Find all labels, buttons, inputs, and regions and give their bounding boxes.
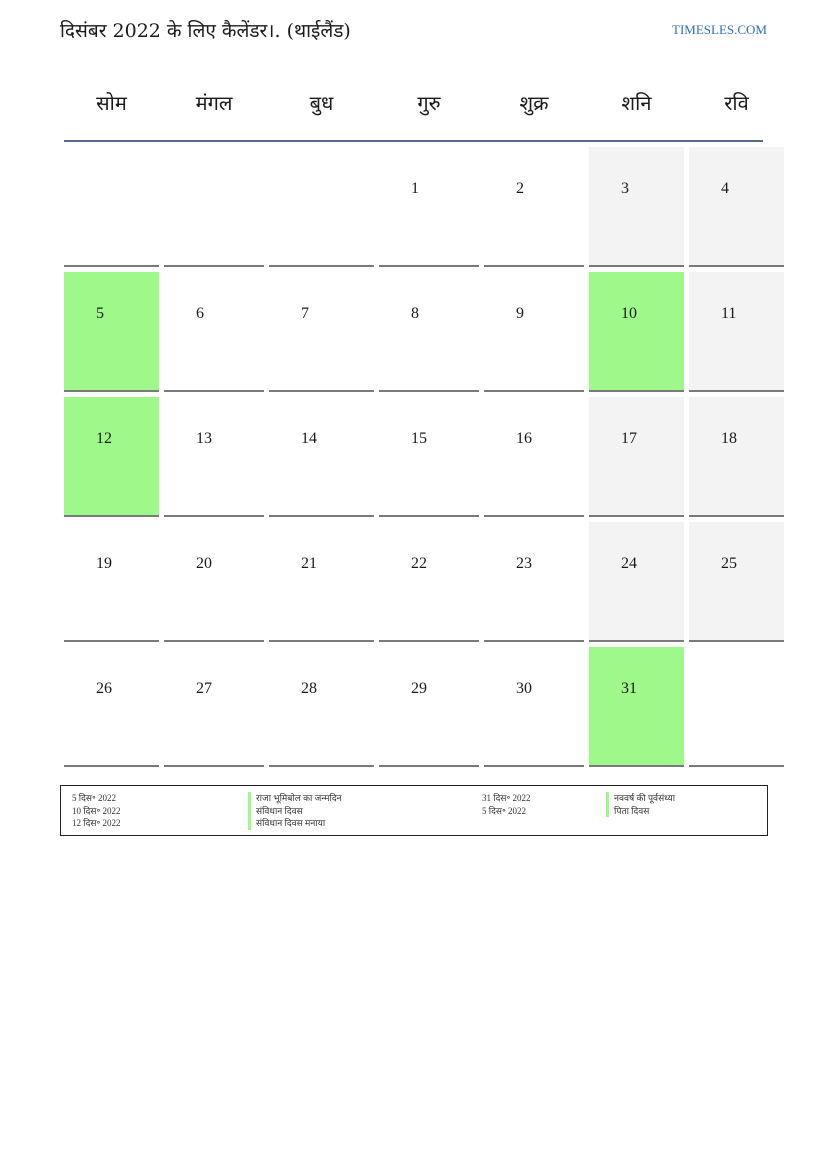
legend-left-names: [248, 792, 342, 830]
day-cell-1: [379, 147, 479, 267]
day-cell-3: [589, 147, 684, 267]
legend-date: 12 दिस॰ 2022: [72, 818, 121, 828]
day-cell-10: [589, 272, 684, 392]
weekday-sat: शनि: [621, 91, 652, 115]
day-number: 6: [196, 305, 204, 322]
empty-day-cell: [689, 647, 784, 767]
weekday-header-row: [64, 80, 763, 142]
day-cell-8: [379, 272, 479, 392]
day-number: 10: [621, 305, 637, 322]
legend-right-names: [606, 792, 675, 817]
day-cell-23: [484, 522, 584, 642]
weekday-thu: गुरु: [417, 91, 441, 115]
empty-day-cell: [269, 147, 374, 267]
empty-day-cell: [64, 147, 159, 267]
day-cell-19: [64, 522, 159, 642]
day-number: 26: [96, 680, 112, 697]
day-number: 30: [516, 680, 532, 697]
weekday-tue: मंगल: [195, 91, 233, 115]
day-cell-29: [379, 647, 479, 767]
day-cell-14: [269, 397, 374, 517]
day-cell-22: [379, 522, 479, 642]
legend-date: 31 दिस॰ 2022: [482, 793, 531, 803]
day-cell-27: [164, 647, 264, 767]
day-cell-12: [64, 397, 159, 517]
day-cell-21: [269, 522, 374, 642]
empty-day-cell: [164, 147, 264, 267]
day-number: 31: [621, 680, 637, 697]
day-cell-15: [379, 397, 479, 517]
day-number: 3: [621, 180, 629, 197]
day-number: 16: [516, 430, 532, 447]
weekday-wed: बुध: [309, 91, 334, 115]
day-number: 12: [96, 430, 112, 447]
day-cell-28: [269, 647, 374, 767]
day-number: 24: [621, 555, 637, 572]
legend-holiday-name: संविधान दिवस मनाया: [248, 817, 342, 830]
day-number: 8: [411, 305, 419, 322]
day-cell-20: [164, 522, 264, 642]
day-cell-26: [64, 647, 159, 767]
weekday-fri: शुक्र: [519, 91, 549, 115]
day-number: 7: [301, 305, 309, 322]
day-number: 23: [516, 555, 532, 572]
day-number: 2: [516, 180, 524, 197]
legend-date: 5 दिस॰ 2022: [482, 805, 527, 816]
holiday-legend: [60, 785, 768, 836]
day-cell-17: [589, 397, 684, 517]
day-number: 28: [301, 680, 317, 697]
day-cell-18: [689, 397, 784, 517]
day-number: 19: [96, 555, 112, 572]
site-link[interactable]: TIMESLES.COM: [672, 22, 767, 37]
day-number: 29: [411, 680, 427, 697]
legend-right-dates: [482, 792, 531, 817]
day-cell-6: [164, 272, 264, 392]
day-number: 1: [411, 180, 419, 197]
legend-holiday-name: नववर्ष की पूर्वसंध्या: [606, 792, 675, 805]
day-cell-24: [589, 522, 684, 642]
day-number: 27: [196, 680, 212, 697]
legend-holiday-name: संविधान दिवस: [248, 805, 342, 818]
day-number: 13: [196, 430, 212, 447]
day-cell-16: [484, 397, 584, 517]
legend-date: 10 दिस॰ 2022: [72, 805, 121, 816]
day-cell-7: [269, 272, 374, 392]
day-cell-4: [689, 147, 784, 267]
day-number: 11: [721, 305, 737, 322]
legend-holiday-name: राजा भूमिबोल का जन्मदिन: [248, 792, 342, 805]
day-number: 15: [411, 430, 427, 447]
day-cell-11: [689, 272, 784, 392]
day-number: 22: [411, 555, 427, 572]
weekday-mon: सोम: [96, 91, 127, 115]
day-cell-13: [164, 397, 264, 517]
legend-date: 5 दिस॰ 2022: [72, 793, 117, 803]
day-cell-31: [589, 647, 684, 767]
day-number: 9: [516, 305, 524, 322]
legend-left-dates: [72, 792, 121, 830]
day-number: 18: [721, 430, 737, 447]
day-number: 17: [621, 430, 637, 447]
calendar: [64, 80, 763, 767]
day-cell-5: [64, 272, 159, 392]
day-cell-9: [484, 272, 584, 392]
day-cell-25: [689, 522, 784, 642]
day-grid: [64, 147, 763, 767]
day-cell-2: [484, 147, 584, 267]
day-number: 4: [721, 180, 729, 197]
day-cell-30: [484, 647, 584, 767]
day-number: 20: [196, 555, 212, 572]
weekday-sun: रवि: [724, 91, 749, 115]
page-title: दिसंबर 2022 के लिए कैलेंडर।. (थाईलैंड): [60, 20, 351, 42]
day-number: 14: [301, 430, 317, 447]
day-number: 21: [301, 555, 317, 572]
day-number: 25: [721, 555, 737, 572]
day-number: 5: [96, 305, 104, 322]
legend-holiday-name: पिता दिवस: [606, 805, 675, 818]
